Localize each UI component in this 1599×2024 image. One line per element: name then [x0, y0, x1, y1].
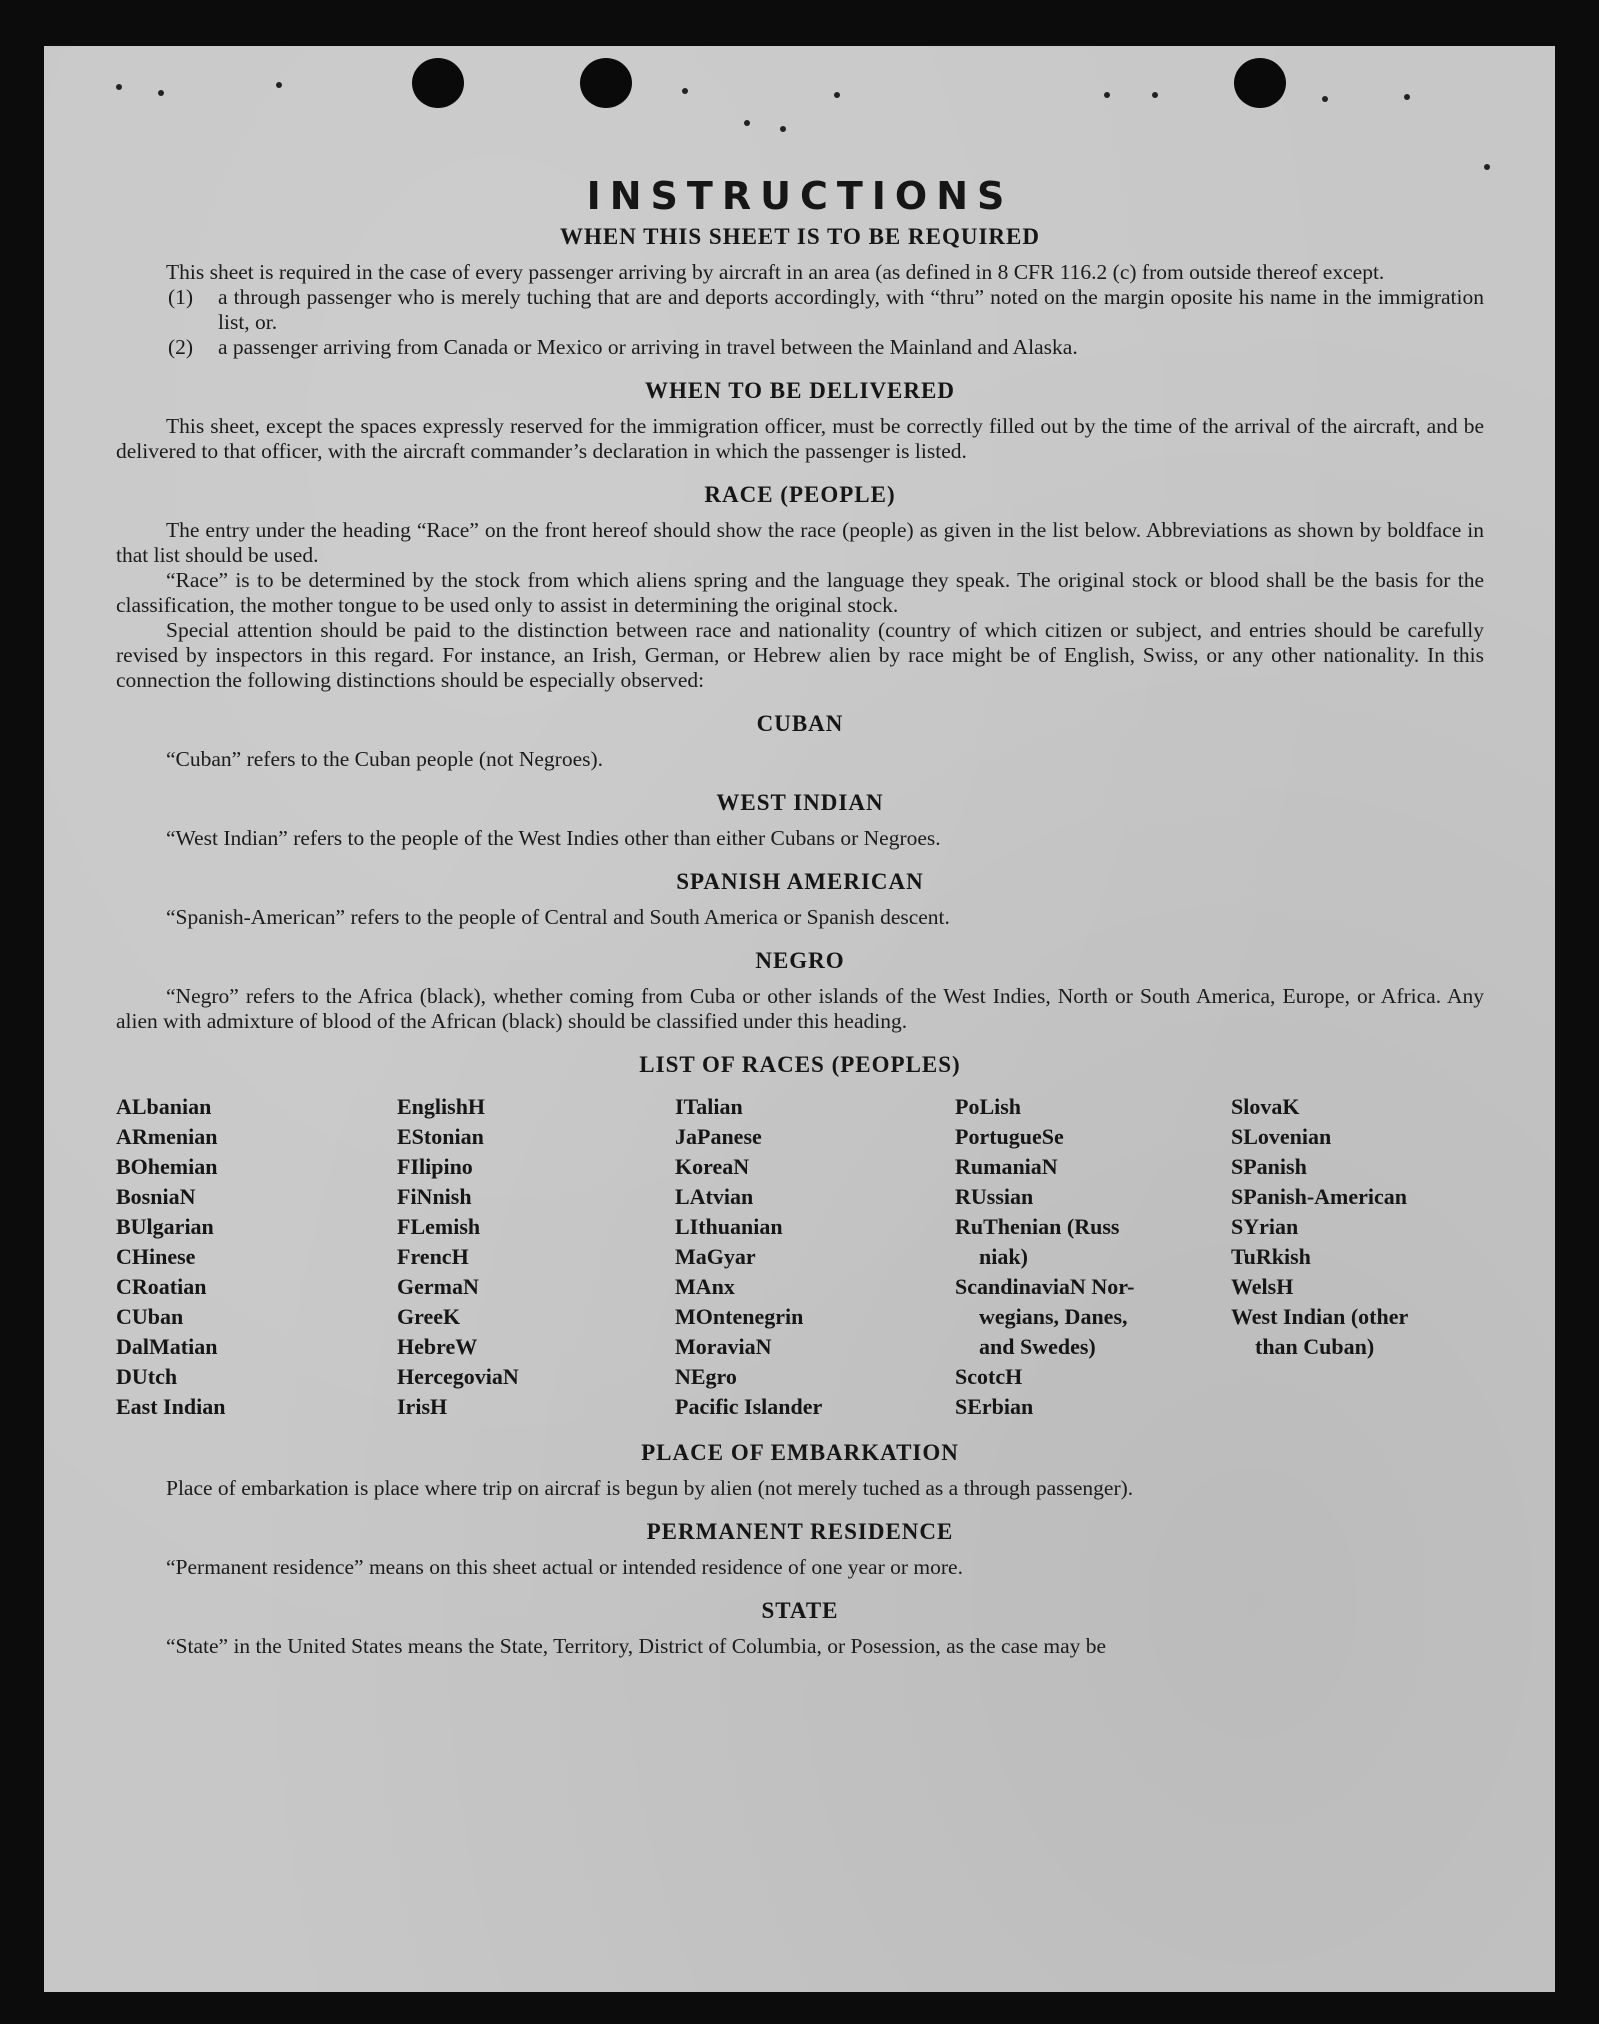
paragraph: This sheet is required in the case of every passenger arriving by aircraft in an area (as defined in 8 CFR 116.2 (c) from outside thereof except.: [166, 260, 1385, 284]
speck: [834, 92, 840, 98]
heading-place-of-embarkation: PLACE OF EMBARKATION: [641, 1440, 959, 1465]
paragraph: “Permanent residence” means on this sheet actual or intended residence of one year or more.: [166, 1555, 963, 1579]
race-entry: JaPanese: [675, 1124, 762, 1149]
heading-spanish-american: SPANISH AMERICAN: [676, 869, 924, 894]
races-column: [955, 1092, 1231, 1422]
speck: [276, 82, 282, 88]
race-entry: RuThenian (Russ: [955, 1214, 1120, 1239]
punch-hole: [412, 58, 464, 108]
race-entry: PortugueSe: [955, 1124, 1064, 1149]
race-entry: EnglishH: [397, 1094, 486, 1119]
paragraph: “State” in the United States means the State, Territory, District of Columbia, or Posession, as the case may be: [166, 1634, 1107, 1658]
heading-when-required: WHEN THIS SHEET IS TO BE REQUIRED: [560, 224, 1040, 249]
race-entry: ScandinaviaN Nor-: [955, 1274, 1135, 1299]
race-entry-continued: than Cuban): [1255, 1334, 1375, 1359]
race-entry: East Indian: [116, 1394, 226, 1419]
speck: [744, 120, 750, 126]
heading-list-of-races: LIST OF RACES (PEOPLES): [639, 1052, 961, 1077]
heading-negro: NEGRO: [755, 948, 845, 973]
document-body: [116, 174, 1484, 1659]
heading-permanent-residence: PERMANENT RESIDENCE: [646, 1519, 954, 1544]
item-text: a through passenger who is merely tuching that are and deports accordingly, with “thru” noted on the margin oposite his name in the immigration list, or.: [218, 285, 1484, 334]
speck: [1152, 92, 1158, 98]
race-entry: GreeK: [397, 1304, 461, 1329]
race-entry: MAnx: [675, 1274, 735, 1299]
speck: [1404, 94, 1410, 100]
race-entry: ITalian: [675, 1094, 743, 1119]
race-entry: FLemish: [397, 1214, 481, 1239]
race-entry: FrencH: [397, 1244, 469, 1269]
speck: [116, 84, 122, 90]
race-entry: LIthuanian: [675, 1214, 783, 1239]
punch-hole: [580, 58, 632, 108]
race-entry: CHinese: [116, 1244, 196, 1269]
document-page: [44, 46, 1555, 1992]
speck: [780, 126, 786, 132]
race-entry: SErbian: [955, 1394, 1034, 1419]
race-entry-continued: niak): [979, 1244, 1028, 1269]
race-entry-continued: wegians, Danes,: [979, 1304, 1128, 1329]
race-entry: SYrian: [1231, 1214, 1299, 1239]
speck: [1484, 164, 1490, 170]
race-entry: SlovaK: [1231, 1094, 1300, 1119]
races-column: [397, 1092, 675, 1422]
race-entry: RumaniaN: [955, 1154, 1058, 1179]
races-list: [116, 1092, 1484, 1422]
item-number: (2): [168, 335, 194, 359]
document-title: INSTRUCTIONS: [586, 174, 1014, 218]
paragraph: “Negro” refers to the Africa (black), whether coming from Cuba or other islands of the West Indies, North or South America, Europe, or Africa. Any alien with admixture of blood of the African (black) should be classified under this heading.: [116, 984, 1484, 1033]
race-entry: PoLish: [955, 1094, 1022, 1119]
list-item: [116, 335, 1484, 360]
paragraph: This sheet, except the spaces expressly reserved for the immigration officer, must be correctly filled out by the time of the arrival of the aircraft, and be delivered to that officer, with the aircraft commander’s declaration in which the passenger is listed.: [116, 414, 1484, 463]
race-entry: MoraviaN: [675, 1334, 772, 1359]
speck: [682, 88, 688, 94]
heading-when-delivered: WHEN TO BE DELIVERED: [645, 378, 955, 403]
paragraph: The entry under the heading “Race” on the front hereof should show the race (people) as given in the list below. Abbreviations as shown by boldface in that list should be used.: [116, 518, 1484, 567]
race-entry: Pacific Islander: [675, 1394, 823, 1419]
races-column: [1231, 1092, 1484, 1422]
punch-hole: [1234, 58, 1286, 108]
race-entry: ALbanian: [116, 1094, 212, 1119]
race-entry: BOhemian: [116, 1154, 218, 1179]
race-entry: West Indian (other: [1231, 1304, 1409, 1329]
speck: [158, 90, 164, 96]
paragraph: “West Indian” refers to the people of the West Indies other than either Cubans or Negroes.: [166, 826, 941, 850]
race-entry: MaGyar: [675, 1244, 756, 1269]
speck: [1104, 92, 1110, 98]
list-item: [116, 285, 1484, 335]
paragraph: “Cuban” refers to the Cuban people (not Negroes).: [166, 747, 604, 771]
race-entry: DalMatian: [116, 1334, 218, 1359]
paragraph: “Spanish-American” refers to the people of Central and South America or Spanish descent.: [166, 905, 950, 929]
races-column: [675, 1092, 955, 1422]
race-entry: KoreaN: [675, 1154, 750, 1179]
race-entry: HebreW: [397, 1334, 478, 1359]
speck: [1322, 96, 1328, 102]
race-entry: TuRkish: [1231, 1244, 1311, 1269]
race-entry: CUban: [116, 1304, 184, 1329]
race-entry: ScotcH: [955, 1364, 1023, 1389]
race-entry: FiNnish: [397, 1184, 472, 1209]
item-text: a passenger arriving from Canada or Mexico or arriving in travel between the Mainland and Alaska.: [218, 335, 1078, 359]
race-entry: NEgro: [675, 1364, 737, 1389]
race-entry: BUlgarian: [116, 1214, 214, 1239]
race-entry: FIlipino: [397, 1154, 473, 1179]
item-number: (1): [168, 285, 194, 309]
heading-west-indian: WEST INDIAN: [716, 790, 884, 815]
race-entry: HercegoviaN: [397, 1364, 519, 1389]
heading-state: STATE: [761, 1598, 839, 1623]
race-entry: RUssian: [955, 1184, 1034, 1209]
race-entry: MOntenegrin: [675, 1304, 804, 1329]
heading-race: RACE (PEOPLE): [704, 482, 896, 507]
paragraph: Special attention should be paid to the distinction between race and nationality (country of which citizen or subject, and entries should be carefully revised by inspectors in this regard. For instance, an Irish, German, or Hebrew alien by race might be of English, Swiss, or any other nationality. In this connection the following distinctions should be especially observed:: [116, 618, 1484, 692]
race-entry: SPanish: [1231, 1154, 1307, 1179]
race-entry: BosniaN: [116, 1184, 196, 1209]
race-entry: WelsH: [1231, 1274, 1294, 1299]
race-entry: IrisH: [397, 1394, 448, 1419]
races-column: [116, 1092, 397, 1422]
race-entry-continued: and Swedes): [979, 1334, 1096, 1359]
race-entry: DUtch: [116, 1364, 178, 1389]
race-entry: SPanish-American: [1231, 1184, 1407, 1209]
race-entry: SLovenian: [1231, 1124, 1332, 1149]
race-entry: LAtvian: [675, 1184, 754, 1209]
paragraph: “Race” is to be determined by the stock from which aliens spring and the language they speak. The original stock or blood shall be the basis for the classification, the mother tongue to be used only to assist in determining the original stock.: [116, 568, 1484, 617]
paragraph: Place of embarkation is place where trip on aircraf is begun by alien (not merely tuched as a through passenger).: [166, 1476, 1134, 1500]
race-entry: ARmenian: [116, 1124, 218, 1149]
heading-cuban: CUBAN: [756, 711, 844, 736]
race-entry: EStonian: [397, 1124, 484, 1149]
race-entry: GermaN: [397, 1274, 479, 1299]
race-entry: CRoatian: [116, 1274, 207, 1299]
